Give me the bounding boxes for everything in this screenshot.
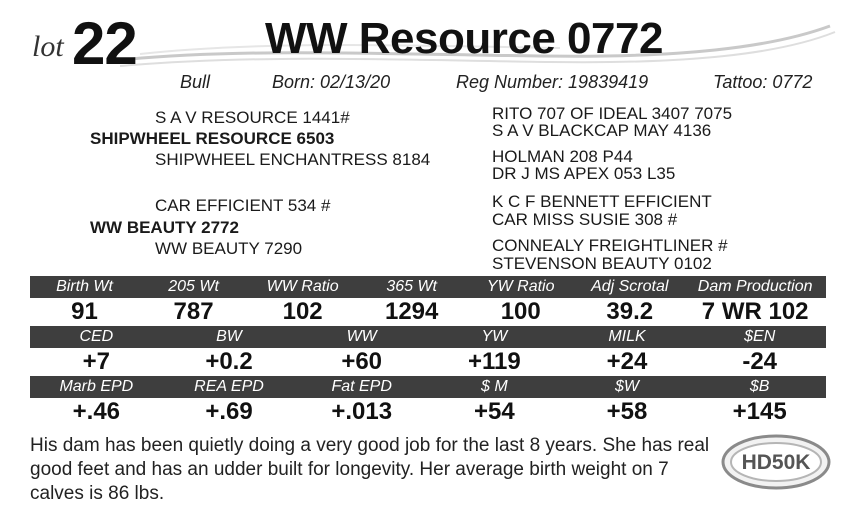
stats-header-row-1 bbox=[30, 276, 826, 298]
sire: SHIPWHEEL RESOURCE 6503 bbox=[90, 129, 335, 148]
animal-description: His dam has been quietly doing a very good job for the last 8 years. She has real good feet and has an udder built for longevity. Her average birth weight on 7 calves is 86 lbs. bbox=[30, 435, 710, 504]
pedigree-ancestor: DR J MS APEX 053 L35 bbox=[492, 164, 676, 183]
stat-header: REA EPD bbox=[194, 378, 264, 395]
stat-value: +.013 bbox=[331, 398, 393, 425]
stat-value: 787 bbox=[173, 298, 214, 325]
stat-value: 1294 bbox=[384, 298, 439, 325]
stats-value-row-1 bbox=[30, 298, 826, 326]
stat-header: 205 Wt bbox=[168, 278, 219, 295]
stat-header: $ M bbox=[481, 378, 508, 395]
pedigree-ancestor: K C F BENNETT EFFICIENT bbox=[492, 192, 712, 211]
stat-value: 91 bbox=[71, 298, 98, 325]
sire-sire: S A V RESOURCE 1441# bbox=[155, 108, 350, 127]
stat-value: +.46 bbox=[72, 398, 121, 425]
stat-header: 365 Wt bbox=[386, 278, 437, 295]
stats-header-row-2 bbox=[30, 326, 826, 348]
stat-value: +119 bbox=[467, 348, 521, 375]
stat-value: +54 bbox=[473, 398, 515, 425]
stat-value: +7 bbox=[82, 348, 111, 375]
stat-header: Marb EPD bbox=[59, 378, 134, 395]
birth-date: Born: 02/13/20 bbox=[272, 72, 391, 92]
pedigree-ancestor: HOLMAN 208 P44 bbox=[492, 147, 633, 166]
hd50k-logo-icon bbox=[720, 432, 832, 492]
pedigree-ancestor: RITO 707 OF IDEAL 3407 7075 bbox=[492, 104, 733, 123]
stat-header: YW bbox=[481, 328, 508, 345]
tattoo: Tattoo: 0772 bbox=[713, 72, 813, 92]
stat-value: +0.2 bbox=[205, 348, 253, 375]
stat-header: $W bbox=[615, 378, 640, 395]
stat-header: MILK bbox=[608, 328, 646, 345]
pedigree-ancestor: S A V BLACKCAP MAY 4136 bbox=[492, 121, 712, 140]
stat-value: 7 WR 102 bbox=[701, 298, 809, 325]
dam-sire: CAR EFFICIENT 534 # bbox=[155, 196, 331, 215]
stat-header: BW bbox=[216, 328, 242, 345]
stat-header: Adj Scrotal bbox=[591, 278, 669, 295]
lot-number: 22 bbox=[72, 10, 137, 77]
stat-value: +.69 bbox=[205, 398, 253, 425]
stat-value: 39.2 bbox=[606, 298, 654, 325]
stat-value: 100 bbox=[500, 298, 541, 325]
stat-value: -24 bbox=[742, 348, 778, 375]
dam: WW BEAUTY 2772 bbox=[90, 218, 239, 237]
stat-header: $B bbox=[749, 378, 770, 395]
logo-text: HD50K bbox=[741, 451, 811, 474]
stat-header: WW bbox=[346, 328, 377, 345]
stat-value: +60 bbox=[341, 348, 383, 375]
dam-dam: WW BEAUTY 7290 bbox=[155, 239, 303, 258]
animal-name-title: WW Resource 0772 bbox=[265, 14, 663, 63]
stats-header-row-3 bbox=[30, 376, 826, 398]
stat-header: Birth Wt bbox=[56, 278, 113, 295]
stat-value: +58 bbox=[606, 398, 648, 425]
stat-value: 102 bbox=[282, 298, 323, 325]
stat-header: WW Ratio bbox=[266, 278, 339, 295]
stat-header: Fat EPD bbox=[331, 378, 392, 395]
stats-value-row-2 bbox=[30, 348, 826, 376]
stats-value-row-3 bbox=[30, 398, 826, 426]
pedigree-ancestor: CAR MISS SUSIE 308 # bbox=[492, 210, 678, 229]
stat-header: Dam Production bbox=[697, 278, 813, 295]
stat-value: +24 bbox=[606, 348, 648, 375]
stat-value: +145 bbox=[732, 398, 787, 425]
lot-label: lot bbox=[32, 30, 64, 63]
stat-header: YW Ratio bbox=[486, 278, 555, 295]
stat-header: CED bbox=[79, 328, 114, 345]
pedigree-ancestor: STEVENSON BEAUTY 0102 bbox=[492, 254, 712, 273]
registration-number: Reg Number: 19839419 bbox=[456, 72, 649, 92]
animal-type: Bull bbox=[180, 72, 211, 92]
stat-header: $EN bbox=[744, 328, 776, 345]
pedigree-ancestor: CONNEALY FREIGHTLINER # bbox=[492, 236, 728, 255]
sire-dam: SHIPWHEEL ENCHANTRESS 8184 bbox=[155, 150, 431, 169]
